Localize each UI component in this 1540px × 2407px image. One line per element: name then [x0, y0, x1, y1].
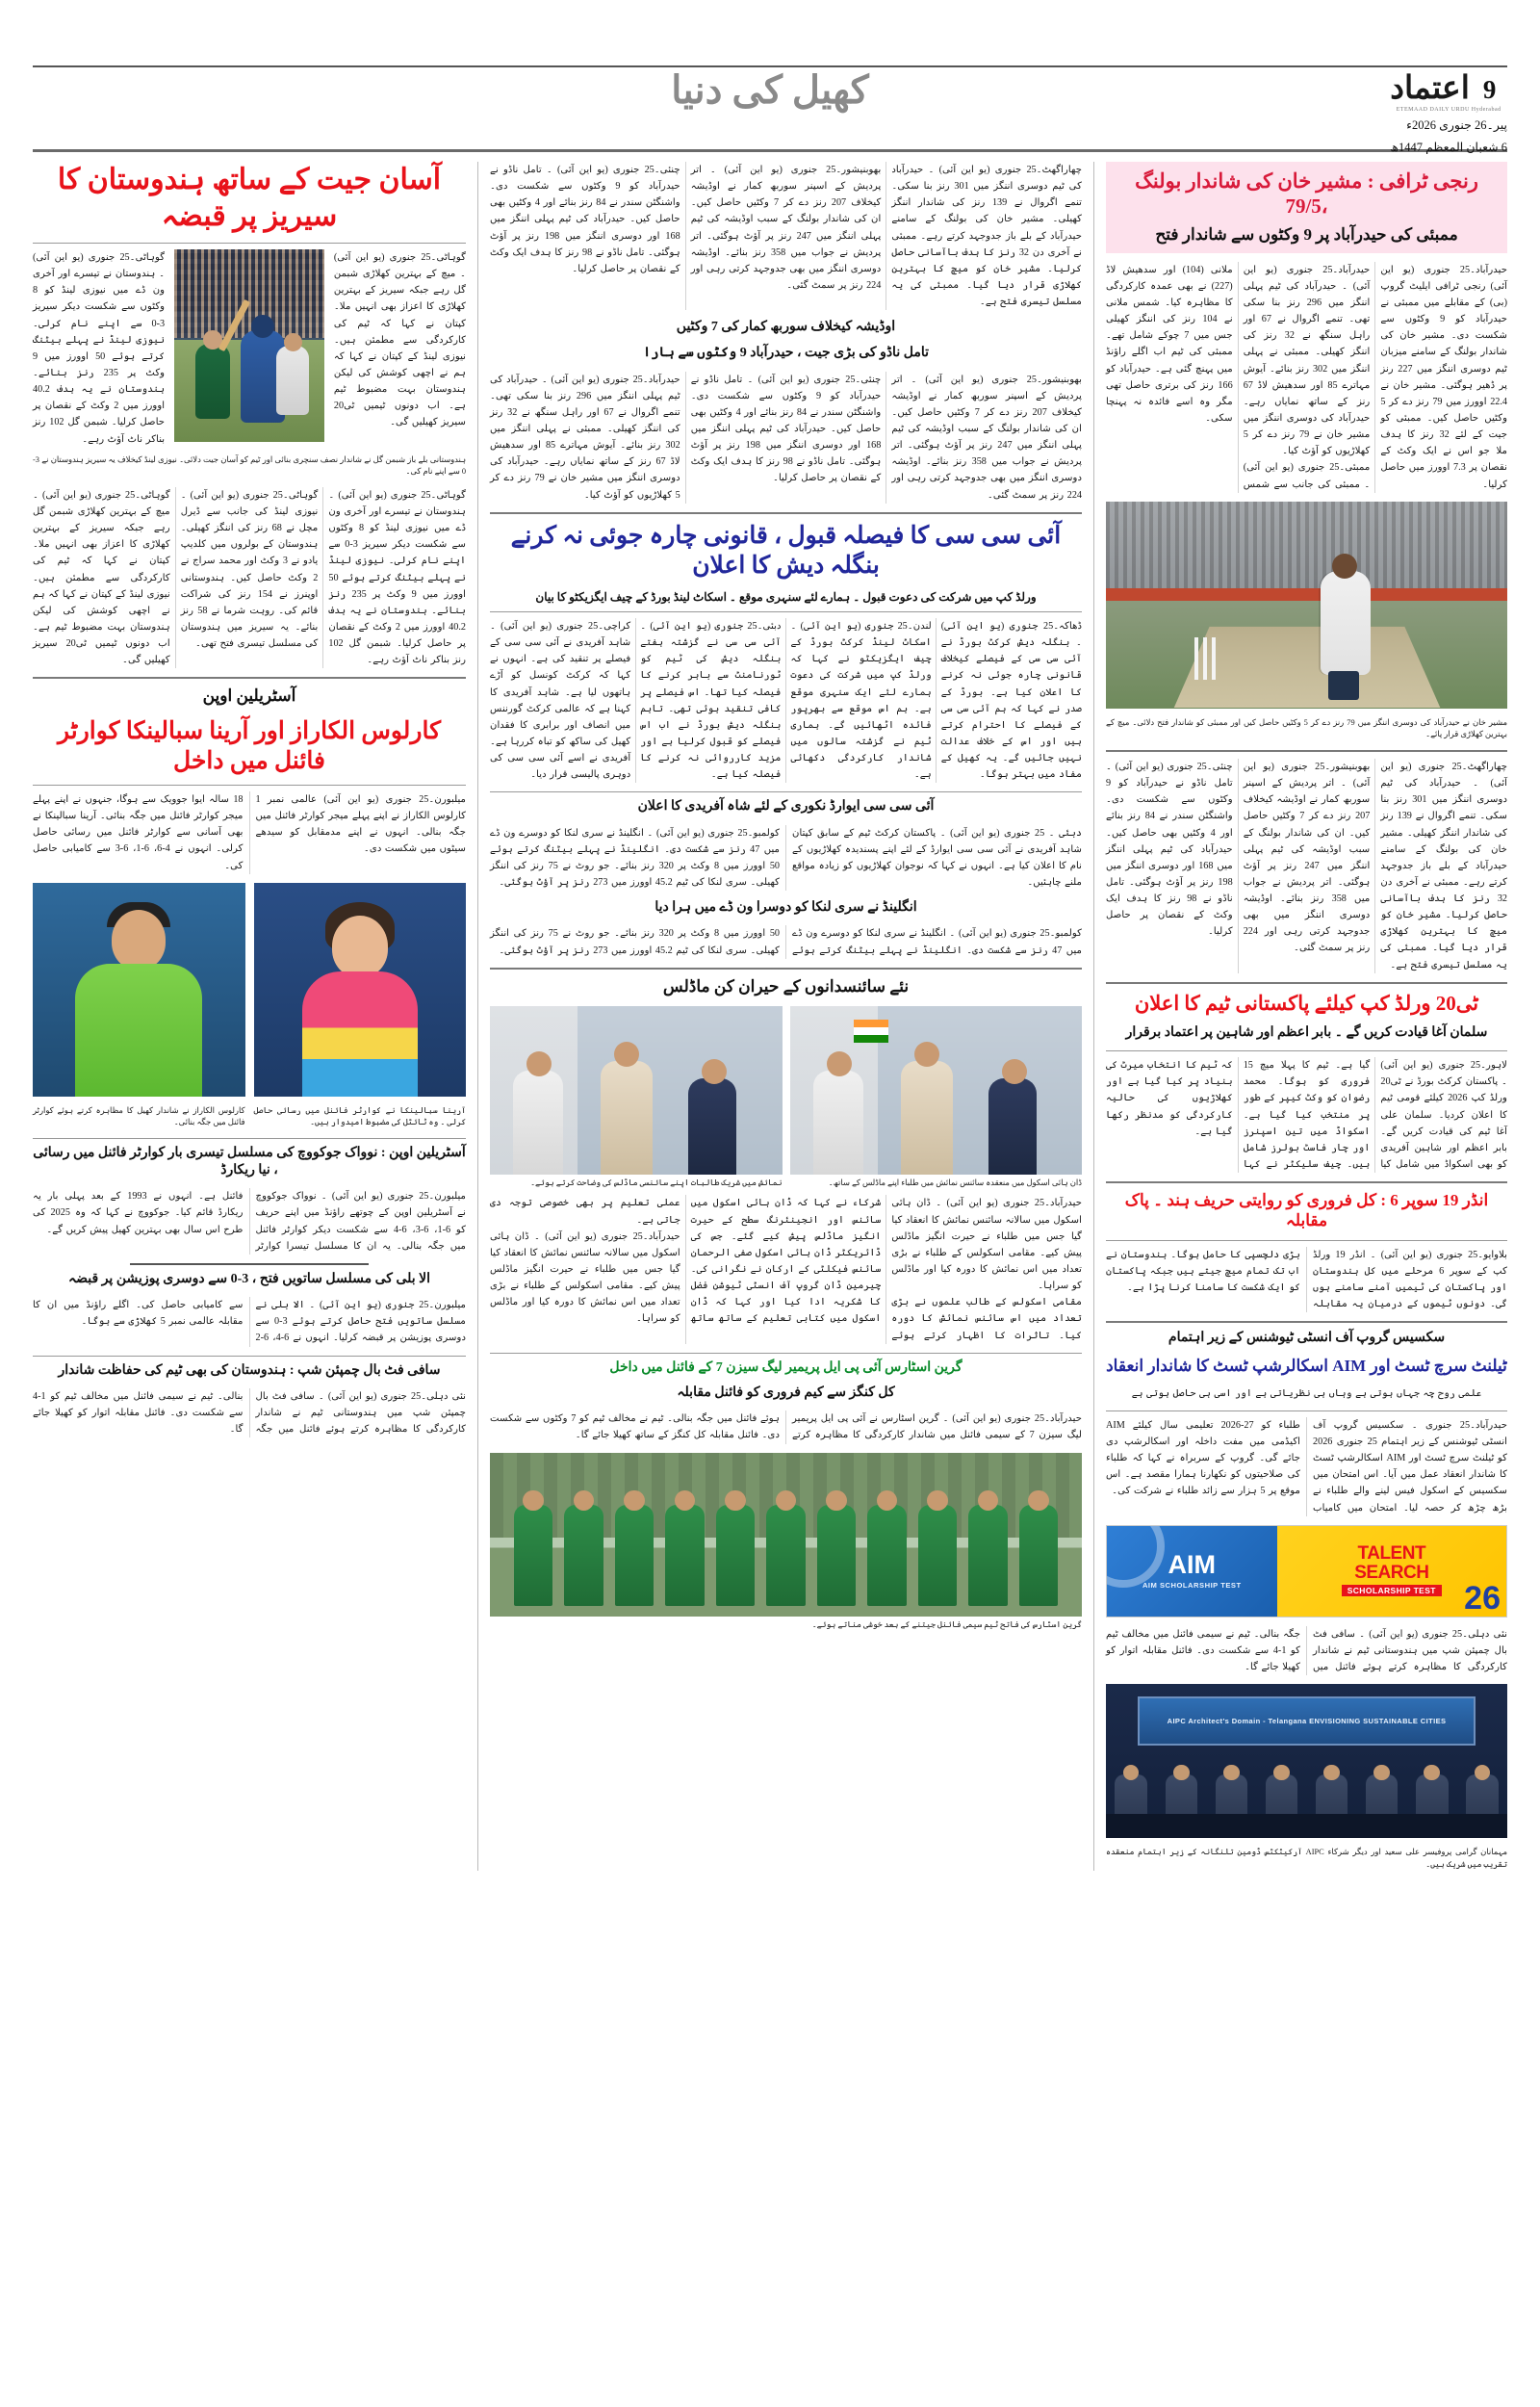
odisha-paragraph: چنئی۔25 جنوری (یو این آئی) ۔ تامل ناڈو نے حیدرآباد کو 9 وکٹوں سے شکست دی۔ واشنگٹن سندر نے 84 رنز بنائے اور 4 وکٹیں بھی حاصل کیں۔ حیدرآباد کی ٹیم پہلی اننگز میں 168 اور دوسری اننگز میں 198 رنز پر آؤٹ ہوگئی۔ تامل ناڈو نے 98 رنز کا ہدف ایک وکٹ کے نقصان پر حاصل کرلیا۔ [690, 374, 882, 484]
t20-headline: ٹی20 ورلڈ کپ کیلئے پاکستانی ٹیم کا اعلان [1134, 991, 1479, 1015]
icc-body [490, 618, 1082, 783]
mumbai-paragraph: چنئی۔25 جنوری (یو این آئی) ۔ تامل ناڈو نے حیدرآباد کو 9 وکٹوں سے شکست دی۔ واشنگٹن سندر نے 84 رنز بنائے اور 4 وکٹیں بھی حاصل کیں۔ حیدرآباد کی ٹیم پہلی اننگز میں 168 اور دوسری اننگز میں 198 رنز پر آؤٹ ہوگئی۔ تامل ناڈو نے 98 رنز کا ہدف ایک وکٹ کے نقصان پر حاصل کرلیا۔ [490, 165, 680, 274]
paper-logo: اعتماد [1390, 71, 1470, 106]
lead-paragraph: حیدرآباد۔25 جنوری (یو این آئی) ۔ حیدرآباد کی ٹیم پہلی اننگز میں 296 رنز بنا سکی تھی۔ تنمے اگروال نے 67 اور راہل سنگھ نے 32 رنز کی اننگز کھیلی۔ ممبئی نے پہلی اننگز میں 302 رنز بنائے۔ آیوش مہاترے 85 اور سدھیش لاڈ 67 رنز کے ساتھ نمایاں رہے۔ حیدرآباد کی دوسری اننگز میں مشیر خان نے 79 رنز دے کر 5 کھلاڑیوں کو آؤٹ کیا۔ [1243, 264, 1371, 457]
u19-headline: انڈر 19 سوپر 6 : کل فروری کو روایتی حریف ہند ۔ پاک مقابلہ [1124, 1191, 1489, 1230]
ausopen-photo-row [33, 883, 466, 1097]
greenstars-subhead: کل کنگز سے کیم فروری کو فائنل مقابلہ [677, 1385, 895, 1401]
aim-ad-right[interactable] [1107, 1526, 1277, 1617]
mumbai-paragraph: بھوبنیشور۔25 جنوری (یو این آئی) ۔ اتر پردیش کے اسپنر سوربھ کمار نے اوڈیشہ کیخلاف 207 رنز دے کر 7 وکٹیں حاصل کیں۔ ان کی شاندار بولنگ کے سبب اوڈیشہ کی ٹیم پہلی اننگز میں 247 رنز پر آؤٹ ہوگئی۔ اتر پردیش نے جواب میں 358 رنز بنائے۔ اوڈیشہ دوسری اننگز میں بھی جدوجہد کرتی رہی اور 224 رنز پر سمٹ گئی۔ [690, 165, 882, 291]
ausopen-caption-row [33, 1102, 466, 1129]
tamilnadu-subhead: تامل ناڈو کی بڑی جیت ، حیدرآباد 9 وکٹوں سے ہارا [643, 346, 929, 361]
ad-aim-name: AIM [1168, 1550, 1217, 1580]
ad-talent-number: 26 [1464, 1579, 1501, 1617]
greenstars-team-photo [490, 1453, 1082, 1617]
afridi-paragraph: کولمبو۔25 جنوری (یو این آئی) ۔ انگلینڈ نے سری لنکا کو دوسرے ون ڈے میں 47 رنز سے شکست دی۔ انگلینڈ نے پہلے بیٹنگ کرتے ہوئے 50 اوورز میں 8 وکٹ پر 320 رنز بنائے۔ جو روٹ نے 75 رنز کی اننگز کھیلی۔ سری لنکا کی ٹیم 45.2 اوورز میں 273 رنز پر آؤٹ ہوگئی۔ [490, 827, 780, 889]
talent-search-ad-left[interactable] [1277, 1526, 1506, 1617]
india-win-headline: آسان جیت کے ساتھ ہندوستان کا سیریز پر قبضہ [57, 164, 442, 232]
ausopen-intro [33, 791, 466, 874]
india-win-col1: گوہاٹی۔25 جنوری (یو این آئی) ۔ ہندوستان نے تیسرے اور آخری ون ڈے میں نیوزی لینڈ کو 8 وکٹوں سے شکست دیکر سیریز 3-0 سے اپنے نام کرلی۔ نیوزی لینڈ نے پہلے بیٹنگ کرتے ہوئے 50 اوورز میں 9 وکٹ پر 235 رنز بنائے۔ ہندوستان نے یہ ہدف 40.2 اوورز میں 2 وکٹ کے نقصان پر حاصل کرلیا۔ شبمن گل 102 رنز بناکر ناٹ آؤٹ رہے۔ [33, 252, 166, 445]
lead-body [1106, 262, 1507, 493]
india-win-top [33, 249, 466, 448]
column-middle [477, 162, 1093, 1871]
alcaraz-caption: کارلوس الکاراز نے شاندار کھیل کا مظاہرہ کرتے ہوئے کوارٹر فائنل میں جگہ بنائی۔ [33, 1105, 245, 1127]
lead-kicker: رنجی ٹرافی : مشیر خان کی شاندار بولنگ ،79/5 [1135, 169, 1478, 219]
conference-photo [1106, 1684, 1507, 1838]
djokovic-paragraph: میلبورن۔25 جنوری (یو این آئی) ۔ نوواک جوکووچ نے آسٹریلین اوپن کے چوتھے راؤنڈ میں اپنے حریف کو 6-1، 6-3، 6-4 سے شکست دیکر کوارٹر فائنل میں جگہ بنالی۔ یہ ان کا مسلسل تیسرا کوارٹر فائنل ہے۔ انہوں نے 1993 کے بعد پہلی بار یہ ریکارڈ قائم کیا۔ جوکووچ نے کہا کہ وہ 2025 کی طرح اس سال بھی بہترین کھیل پیش کریں گے۔ [33, 1191, 467, 1252]
ausopen-kicker: آسٹریلین اوپن [202, 686, 296, 706]
section-title: کھیل کی دنیا [671, 68, 869, 112]
icc-paragraph: ڈھاکہ۔25 جنوری (یو این آئی) ۔ بنگلہ دیش کرکٹ بورڈ نے آئی سی سی کے فیصلے کیخلاف قانونی چارہ جوئی نہ کرنے کا اعلان کیا ہے۔ بورڈ کے صدر نے کہا کہ ہم آئی سی سی کے فیصلے کا احترام کرتے ہیں اور اس کے خلاف عدالت نہیں جائیں گے۔ یہ کھیل کے مفاد میں بہتر ہوگا۔ [940, 621, 1082, 781]
lead-paragraph: چھاراگھٹ۔25 جنوری (یو این آئی) ۔ حیدرآباد کی ٹیم دوسری اننگز میں 301 رنز بنا سکی۔ تنمے اگروال نے 139 رنز کی شاندار اننگز کھیلی۔ مشیر خان کی بولنگ کے سامنے حیدرآباد کے بلے باز جدوجہد کرتے رہے۔ ممبئی نے آخری دن 32 رنز کا ہدف باآسانی حاصل کرلیا۔ مشیر خان کو میچ کا بہترین کھلاڑی قرار دیا گیا۔ ممبئی کی یہ مسلسل تیسری فتح ہے۔ [1380, 761, 1507, 971]
science-photo-row [490, 1006, 1082, 1190]
england-subhead: انگلینڈ نے سری لنکا کو دوسرا ون ڈے میں ہرا دیا [654, 900, 917, 916]
talent-title: سکسیس گروپ آف انسٹی ٹیوشنس کے زیر اہتمام [1168, 1331, 1446, 1346]
afridi-paragraph: دبئی ۔ 25 جنوری (یو این آئی) ۔ پاکستان کرکٹ ٹیم کے سابق کپتان شاہد آفریدی نے آئی سی سی ایوارڈ کے لئے اپنے پسندیدہ کھلاڑیوں کے نام کا اعلان کیا ہے۔ انہوں نے کہا کہ نوجوان کھلاڑیوں کو زیادہ مواقع ملنے چاہئیں۔ [792, 827, 1082, 889]
lead-headline-box [1106, 162, 1507, 253]
ad-aim-sub: AIM SCHOLARSHIP TEST [1142, 1581, 1242, 1591]
date-hijri: 6 شعبان المعظم 1447ھ [1390, 141, 1507, 155]
icc-headline: آئی سی سی کا فیصلہ قبول ، قانونی چارہ جوئی نہ کرنے بنگلہ دیش کا اعلان [510, 522, 1062, 580]
afridi-body [490, 825, 1082, 892]
t20-subhead: سلمان آغا قیادت کریں گے ۔ بابر اعظم اور شاہین پر اعتماد برقرار [1125, 1025, 1488, 1041]
alcaraz-photo [33, 883, 245, 1097]
paper-subtitle: ETEMAAD DAILY URDU Hyderabad [1396, 107, 1502, 113]
afridi-title: آئی سی سی ایوارڈ نکوری کے لئے شاہ آفریدی کا اعلان [637, 799, 935, 815]
india-win-paragraph: گوہاٹی۔25 جنوری (یو این آئی) ۔ نیوزی لینڈ کی جانب سے ڈیرل مچل نے 68 رنز کی اننگز کھیلی۔ ہندوستان کے بولروں میں کلدیپ یادو نے 3 وکٹ اور محمد سراج نے 2 وکٹ حاصل کیں۔ ہندوستانی اوپنرز نے 154 رنز کی شراکت قائم کی۔ روہت شرما نے 58 رنز بنائے۔ یہ سیریز میں ہندوستان کی مسلسل تیسری فتح تھی۔ [180, 489, 319, 650]
science-photo-1 [790, 1006, 1083, 1175]
alabali-title: الا بلی کی مسلسل ساتویں فتح ، 3-0 سے دوسری پوزیشن پر قبضہ [67, 1271, 431, 1286]
science-paragraph: مقامی اسکولس کے طالب علموں نے بڑی تعداد میں اس سائنس نمائش کا دورہ کیا۔ تاثرات کا اظہار کرتے ہوئے شرکاء نے کہا کہ ڈان ہائی اسکول میں سائنس اور انجینئرنگ سطح کے حیرت انگیز ماڈلس پیش کیے گئے۔ جس کی ڈائریکٹر ڈان ہائی اسکول صفی الرحمان سائنس فیکلٹی کے ارکان نے نگرانی کی۔ چیرمین ڈان گروپ آف انسٹی ٹیوشن فضل کا شکریہ ادا کیا اور کہا کہ ڈان اسکول میں کتابی تعلیم کے ساتھ ساتھ عملی تعلیم پر بھی خصوصی توجہ دی جاتی ہے۔ [490, 1198, 1082, 1341]
science-body [490, 1195, 1082, 1343]
column-left [33, 162, 477, 1871]
greenstars-headline: گرین اسٹارس آئی پی ایل پریمیر لیگ سیزن 7 کے فائنل میں داخل [609, 1359, 962, 1375]
greenstars-body [490, 1411, 1082, 1443]
batting-photo-caption: ہندوستانی بلے باز شبمن گل نے شاندار نصف سنچری بنائی اور ٹیم کو آسان جیت دلائی۔ نیوزی لینڈ کیخلاف یہ سیریز ہندوستان نے 3-0 سے اپنے نام کی۔ [33, 454, 466, 477]
lead-paragraph: چنئی۔25 جنوری (یو این آئی) ۔ تامل ناڈو نے حیدرآباد کو 9 وکٹوں سے شکست دی۔ واشنگٹن سندر نے 84 رنز بنائے اور 4 وکٹیں بھی حاصل کیں۔ حیدرآباد کی ٹیم پہلی اننگز میں 168 اور دوسری اننگز میں 198 رنز پر آؤٹ ہوگئی۔ تامل ناڈو نے 98 رنز کا ہدف ایک وکٹ کے نقصان پر حاصل کرلیا۔ [1106, 761, 1233, 938]
ad-talent-badge: SCHOLARSHIP TEST [1342, 1585, 1442, 1596]
batting-photo [174, 249, 324, 442]
alabali-body [33, 1297, 466, 1346]
science-photo-2 [490, 1006, 783, 1175]
greenstars-photo-caption: گرین اسٹارس کی فاتح ٹیم سیمی فائنل جیتنے کے بعد خوشی مناتے ہوئے۔ [811, 1619, 1082, 1629]
odisha-paragraph: بھوبنیشور۔25 جنوری (یو این آئی) ۔ اتر پردیش کے اسپنر سوربھ کمار نے اوڈیشہ کیخلاف 207 رنز دے کر 7 وکٹیں حاصل کیں۔ ان کی شاندار بولنگ کے سبب اوڈیشہ کی ٹیم پہلی اننگز میں 247 رنز پر آؤٹ ہوگئی۔ اتر پردیش نے جواب میں 358 رنز بنائے۔ اوڈیشہ دوسری اننگز میں بھی جدوجہد کرتی رہی اور 224 رنز پر سمٹ گئی۔ [891, 374, 1083, 501]
t20-paragraph: لاہور۔25 جنوری (یو این آئی) ۔ پاکستان کرکٹ بورڈ نے ٹی20 ورلڈ کپ 2026 کیلئے قومی ٹیم کا اعلان کردیا۔ سلمان علی آغا ٹیم کی قیادت کریں گے۔ بابر اعظم اور شاہین آفریدی کو بھی اسکواڈ میں شامل کیا گیا ہے۔ ٹیم کا پہلا میچ 15 فروری کو ہوگا۔ محمد رضوان کو وکٹ کیپر کے طور پر منتخب کیا گیا ہے۔ اسکواڈ میں تین اسپنرز اور چار فاسٹ بولرز شامل ہیں۔ چیف سلیکٹر نے کہا کہ ٹیم کا انتخاب میرٹ کی بنیاد پر کیا گیا ہے اور کھلاڑیوں کی حالیہ کارکردگی کو مدنظر رکھا گیا ہے۔ [1106, 1060, 1507, 1171]
safi-body [1106, 1626, 1507, 1675]
ausopen-headline: کارلوس الکاراز اور آرینا سبالینکا کوارٹر فائنل میں داخل [57, 717, 442, 774]
india-win-paragraph: گوہاٹی۔25 جنوری (یو این آئی) ۔ میچ کے بہترین کھلاڑی شبمن گل رہے جبکہ سیریز کے بہترین کھلاڑی کا اعزاز بھی انہیں ملا۔ کپتان نے کہا کہ ٹیم کی کارکردگی سے مطمئن ہیں۔ نیوزی لینڈ کے کپتان نے کہا کہ ہم نے اچھی کوشش کی لیکن ہندوستان بہت مضبوط ٹیم ہے۔ اب دونوں ٹیمیں ٹی20 سیریز کھیلیں گی۔ [33, 489, 170, 666]
lead-paragraph: ممبئی۔25 جنوری (یو این آئی) ۔ ممبئی کی جانب سے شمس ملانی (104) اور سدھیش لاڈ (227) نے بھی عمدہ کارکردگی کا مظاہرہ کیا۔ شمس ملانی نے 104 رنز کی اننگز کھیلی جس میں 7 چوکے شامل تھے۔ ممبئی کی ٹیم اب اگلے راؤنڈ میں پہنچ گئی ہے۔ حیدرآباد کو 166 رنز کی برتری حاصل تھی مگر وہ اسے فائدہ نہ پہنچا سکی۔ [1106, 264, 1371, 490]
u19-body [1106, 1247, 1507, 1313]
newspaper-page [0, 27, 1540, 2407]
odisha-subhead: اوڈیشہ کیخلاف سوربھ کمار کی 7 وکٹیں [676, 320, 896, 335]
bowler-photo-caption: مشیر خان نے حیدرآباد کی دوسری اننگز میں 79 رنز دے کر 5 وکٹیں حاصل کیں اور ممبئی کو شاندار فتح دلائی۔ میچ کے بہترین کھلاڑی قرار پائے۔ [1106, 717, 1507, 739]
djokovic-body [33, 1188, 466, 1255]
safi-left-body [33, 1388, 466, 1437]
india-win-body [33, 487, 466, 669]
bowler-photo [1106, 502, 1507, 709]
masthead-rule [33, 65, 1507, 67]
aim-swoosh-icon [1106, 1525, 1165, 1588]
ad-talent-line2: SEARCH [1354, 1562, 1429, 1583]
lead-paragraph: بھوبنیشور۔25 جنوری (یو این آئی) ۔ اتر پردیش کے اسپنر سوربھ کمار نے اوڈیشہ کیخلاف 207 رنز دے کر 7 وکٹیں حاصل کیں۔ ان کی شاندار بولنگ کے سبب اوڈیشہ کی ٹیم پہلی اننگز میں 247 رنز پر آؤٹ ہوگئی۔ اتر پردیش نے جواب میں 358 رنز بنائے۔ اوڈیشہ دوسری اننگز میں بھی جدوجہد کرتی رہی اور 224 رنز پر سمٹ گئی۔ [1243, 761, 1371, 954]
science-paragraph: حیدرآباد۔25 جنوری (یو این آئی) ۔ ڈان ہائی اسکول میں سالانہ سائنس نمائش کا انعقاد کیا گیا جس میں طلباء نے حیرت انگیز ماڈلس پیش کیے۔ مقامی اسکولس کے طلباء نے بڑی تعداد میں اس نمائش کا دورہ کیا اور ماڈلس کو سراہا۔ [891, 1198, 1082, 1292]
talent-search-ad-banner[interactable] [1106, 1525, 1507, 1618]
safi-headline: سافی فٹ بال چمپئن شپ : ہندوستان کی بھی ٹیم کی حفاظت شاندار [58, 1362, 441, 1378]
india-win-col3: گوہاٹی۔25 جنوری (یو این آئی) ۔ میچ کے بہترین کھلاڑی شبمن گل رہے جبکہ سیریز کے بہترین کھلاڑی کا اعزاز بھی انہیں ملا۔ کپتان نے کہا کہ ٹیم کی کارکردگی سے مطمئن ہیں۔ نیوزی لینڈ کے کپتان نے کہا کہ ہم نے اچھی کوشش کی لیکن ہندوستان بہت مضبوط ٹیم ہے۔ اب دونوں ٹیمیں ٹی20 سیریز کھیلیں گی۔ [333, 252, 466, 428]
mumbai-paragraph: چھاراگھٹ۔25 جنوری (یو این آئی) ۔ حیدرآباد کی ٹیم دوسری اننگز میں 301 رنز بنا سکی۔ تنمے اگروال نے 139 رنز کی شاندار اننگز کھیلی۔ مشیر خان کی بولنگ کے سامنے حیدرآباد کے بلے باز جدوجہد کرتے رہے۔ ممبئی نے آخری دن 32 رنز کا ہدف باآسانی حاصل کرلیا۔ مشیر خان کو میچ کا بہترین کھلاڑی قرار دیا گیا۔ ممبئی کی یہ مسلسل تیسری فتح ہے۔ [891, 165, 1083, 308]
page-number: 9 [1482, 75, 1497, 104]
safi-paragraph: نئی دہلی۔25 جنوری (یو این آئی) ۔ سافی فٹ بال چمپئن شپ میں ہندوستانی ٹیم نے شاندار کارکردگی کا مظاہرہ کرتے ہوئے فائنل میں جگہ بنالی۔ ٹیم نے سیمی فائنل میں مخالف ٹیم کو 1-4 سے شکست دی۔ فائنل مقابلہ اتوار کو کھیلا جائے گا۔ [33, 1390, 466, 1435]
date-gregorian: پیر۔26 جنوری 2026ء [1406, 118, 1507, 132]
page-body [33, 162, 1507, 1871]
science-photo-1-caption: ڈان ہائی اسکول میں منعقدہ سائنس نمائش میں طلباء اپنے ماڈلس کے ساتھ۔ [828, 1178, 1082, 1187]
djokovic-title: آسٹریلین اوپن : نوواک جوکووچ کی مسلسل تیسری بار کوارٹر فائنل میں رسائی ، نیا ریکارڈ [33, 1145, 466, 1178]
conference-photo-caption: مہمانان گرامی پروفیسر علی سعید اور دیگر شرکاء AIPC آرکیٹکٹس ڈومین تلنگانہ کے زیر اہتمام منعقدہ تقریب میں شریک ہیں۔ [1106, 1848, 1507, 1869]
conference-screen-text: AIPC Architect's Domain - Telangana ENVISIONING SUSTAINABLE CITIES [1167, 1716, 1447, 1725]
lead-paragraph: حیدرآباد۔25 جنوری (یو این آئی) رنجی ٹرافی ایلیٹ گروپ (بی) کے مقابلے میں ممبئی نے حیدرآباد کو 9 وکٹوں سے شکست دی۔ مشیر خان کی شاندار بولنگ کے سامنے میزبان ٹیم دوسری اننگز میں 227 رنز پر ڈھیر ہوگئی۔ مشیر خان نے 22.4 اوورز میں 79 رنز دے کر 5 وکٹیں حاصل کیں۔ ممبئی کو جیت کے لئے 32 رنز کا ہدف ملا جو اس نے ایک وکٹ کے نقصان پر 7.3 اوورز میں حاصل کرلیا۔ [1380, 264, 1508, 490]
greenstars-paragraph: حیدرآباد۔25 جنوری (یو این آئی) ۔ گرین اسٹارس نے آئی پی ایل پریمیر لیگ سیزن 7 کے سیمی فائنل میں شاندار کارکردگی کا مظاہرہ کرتے ہوئے فائنل میں جگہ بنالی۔ ٹیم نے مخالف ٹیم کو 7 وکٹوں سے شکست دی۔ فائنل مقابلہ کل کنگز کے ساتھ کھیلا جائے گا۔ [490, 1413, 1082, 1441]
safi-paragraph: نئی دہلی۔25 جنوری (یو این آئی) ۔ سافی فٹ بال چمپئن شپ میں ہندوستانی ٹیم نے شاندار کارکردگی کا مظاہرہ کرتے ہوئے فائنل میں جگہ بنالی۔ ٹیم نے سیمی فائنل میں مخالف ٹیم کو 1-4 سے شکست دی۔ فائنل مقابلہ اتوار کو کھیلا جائے گا۔ [1106, 1628, 1507, 1672]
talent-tagline: علمی روح چہ جہاں ہوتی ہے وہاں ہی نظریاتی ہے اور اسی ہی حاصل ہوتی ہے [1131, 1387, 1482, 1399]
ausopen-paragraph: میلبورن۔25 جنوری (یو این آئی) عالمی نمبر 1 کارلوس الکاراز نے اپنے پہلے میجر کوارٹر فائنل میں جگہ بنالی۔ انہوں نے اپنے مدمقابل کو سیدھے سیٹوں میں شکست دی۔ [255, 794, 466, 855]
lead-headline: ممبئی کی حیدرآباد پر 9 وکٹوں سے شاندار فتح [1155, 224, 1458, 244]
lead-continuation [1106, 759, 1507, 973]
icc-paragraph: لندن۔25 جنوری (یو این آئی) ۔ اسکاٹ لینڈ کرکٹ بورڈ کے چیف ایگزیکٹو نے کہا کہ ورلڈ کپ میں شرکت کی دعوت ہمارے لئے ایک سنہری موقع ہے۔ ہم اس موقع سے بھرپور فائدہ اٹھائیں گے۔ ہماری ٹیم نے گزشتہ سالوں میں شاندار کارکردگی دکھائی ہے۔ [790, 621, 932, 781]
odisha-paragraph: حیدرآباد۔25 جنوری (یو این آئی) ۔ حیدرآباد کی ٹیم پہلی اننگز میں 296 رنز بنا سکی تھی۔ تنمے اگروال نے 67 اور راہل سنگھ نے 32 رنز کی اننگز کھیلی۔ ممبئی نے پہلی اننگز میں 302 رنز بنائے۔ آیوش مہاترے 85 اور سدھیش لاڈ 67 رنز کے ساتھ نمایاں رہے۔ حیدرآباد کی دوسری اننگز میں مشیر خان نے 79 رنز دے کر 5 کھلاڑیوں کو آؤٹ کیا۔ [490, 374, 680, 501]
column-right [1093, 162, 1507, 1871]
england-body [490, 925, 1082, 958]
paper-identity [1390, 73, 1507, 158]
masthead [33, 27, 1507, 155]
mumbai-body [490, 162, 1082, 310]
icc-paragraph: کراچی۔25 جنوری (یو این آئی) ۔ شاہد آفریدی نے آئی سی سی کے فیصلے پر تنقید کی ہے۔ انہوں نے کہا کہ کرکٹ کونسل کو آڑے ہاتھوں لیا ہے۔ شاہد آفریدی کا کہنا ہے کہ عالمی کرکٹ گورننس میں انصاف اور برابری کا فقدان کھیل کی ساکھ کو تباہ کررہا ہے۔ آفریدی نے اسے آئی سی سی کی دوہری پالیسی قرار دیا۔ [490, 621, 631, 781]
odisha-body [490, 372, 1082, 504]
talent-body [1106, 1417, 1507, 1516]
science-title: نئے سائنسدانوں کے حیران کن ماڈلس [662, 976, 910, 996]
science-paragraph: حیدرآباد۔25 جنوری (یو این آئی) ۔ ڈان ہائی اسکول میں سالانہ سائنس نمائش کا انعقاد کیا گیا جس میں طلباء نے حیرت انگیز ماڈلس پیش کیے۔ مقامی اسکولس کے طلباء نے بڑی تعداد میں اس نمائش کا دورہ کیا اور ماڈلس کو سراہا۔ [490, 1230, 680, 1325]
science-photo-2-caption: نمائش میں شریک طالبات اپنے سائنسی ماڈلس کی وضاحت کرتے ہوئے۔ [530, 1178, 783, 1187]
t20-body [1106, 1057, 1507, 1173]
talent-subtitle: ٹیلنٹ سرچ ٹسٹ اور AIM اسکالرشپ ٹسٹ کا شاندار انعقاد [1106, 1357, 1507, 1376]
icc-paragraph: دبئی۔25 جنوری (یو این آئی) ۔ آئی سی سی نے گزشتہ ہفتے بنگلہ دیش کی ٹیم کو ٹورنامنٹ سے باہر کرنے کا فیصلہ کیا تھا۔ اس فیصلے پر کافی تنقید ہوئی تھی۔ تاہم بنگلہ دیش بورڈ نے اب اس فیصلے کو قبول کرلیا ہے اور مزید کارروائی نہ کرنے کا فیصلہ کیا ہے۔ [640, 621, 782, 781]
sabalenka-caption: آرینا سبالینکا نے کوارٹر فائنل میں رسائی حاصل کرلی ۔ وہ ٹائٹل کی مضبوط امیدوار ہیں۔ [253, 1105, 466, 1127]
india-win-paragraph: گوہاٹی۔25 جنوری (یو این آئی) ۔ ہندوستان نے تیسرے اور آخری ون ڈے میں نیوزی لینڈ کو 8 وکٹوں سے شکست دیکر سیریز 3-0 سے اپنے نام کرلی۔ نیوزی لینڈ نے پہلے بیٹنگ کرتے ہوئے 50 اوورز میں 9 وکٹ پر 235 رنز بنائے۔ ہندوستان نے یہ ہدف 40.2 اوورز میں 2 وکٹ کے نقصان پر حاصل کرلیا۔ شبمن گل 102 رنز بناکر ناٹ آؤٹ رہے۔ [328, 489, 467, 666]
sabalenka-photo [254, 883, 467, 1097]
ad-talent-line1: TALENT [1357, 1543, 1426, 1565]
alabali-paragraph: میلبورن۔25 جنوری (یو این آئی) ۔ الا بلی نے مسلسل ساتویں فتح حاصل کرتے ہوئے 3-0 سے دوسری پوزیشن پر قبضہ کرلیا۔ انہوں نے 6-4، 6-2 سے کامیابی حاصل کی۔ اگلے راؤنڈ میں ان کا مقابلہ عالمی نمبر 5 کھلاڑی سے ہوگا۔ [33, 1300, 467, 1344]
england-paragraph: کولمبو۔25 جنوری (یو این آئی) ۔ انگلینڈ نے سری لنکا کو دوسرے ون ڈے میں 47 رنز سے شکست دی۔ انگلینڈ نے پہلے بیٹنگ کرتے ہوئے 50 اوورز میں 8 وکٹ پر 320 رنز بنائے۔ جو روٹ نے 75 رنز کی اننگز کھیلی۔ سری لنکا کی ٹیم 45.2 اوورز میں 273 رنز پر آؤٹ ہوگئی۔ [490, 928, 1082, 956]
icc-subhead: ورلڈ کپ میں شرکت کی دعوت قبول ۔ ہمارے لئے سنہری موقع ۔ اسکاٹ لینڈ بورڈ کے چیف ایگزیکٹو کا بیان [535, 590, 1037, 605]
talent-paragraph: حیدرآباد۔25 جنوری ۔ سکسیس گروپ آف انسٹی ٹیوشنس کے زیر اہتمام 25 جنوری 2026 کو ٹیلنٹ سرچ ٹسٹ اور AIM اسکالرشپ ٹسٹ کا شاندار انعقاد عمل میں آیا۔ اس امتحان میں سکسیس کے اسکول فیس لینے والے طلباء نے بڑھ چڑھ کر حصہ لیا۔ امتحان میں کامیاب طلباء کو 27-2026 تعلیمی سال کیلئے AIM اکیڈمی میں مفت داخلہ اور اسکالرشپ دی جائے گی۔ گروپ کے سربراہ نے کہا کہ طلباء کی صلاحیتوں کو نکھارنا ہمارا مقصد ہے۔ اس موقع پر 5 ہزار سے زائد طلباء نے شرکت کی۔ [1106, 1419, 1507, 1514]
ausopen-paragraph: 18 سالہ ایوا جوویک سے ہوگا، جنہوں نے اپنے پہلے میجر کوارٹر فائنل میں جگہ بنائی۔ آرینا سبالینکا نے بھی آسانی سے کوارٹر فائنل میں رسائی حاصل کرلی۔ انہوں نے 4-6، 6-1، 6-3 سے کامیابی حاصل کی۔ [33, 794, 244, 871]
u19-paragraph: بلاوایو۔25 جنوری (یو این آئی) ۔ انڈر 19 ورلڈ کپ کے سوپر 6 مرحلے میں کل ہندوستان اور پاکستان کی ٹیمیں آمنے سامنے ہوں گی۔ دونوں ٹیموں کے درمیان یہ مقابلہ بڑی دلچسپی کا حامل ہوگا۔ ہندوستان نے اب تک تمام میچ جیتے ہیں جبکہ پاکستان کو ایک شکست کا سامنا کرنا پڑا ہے۔ [1106, 1249, 1507, 1310]
